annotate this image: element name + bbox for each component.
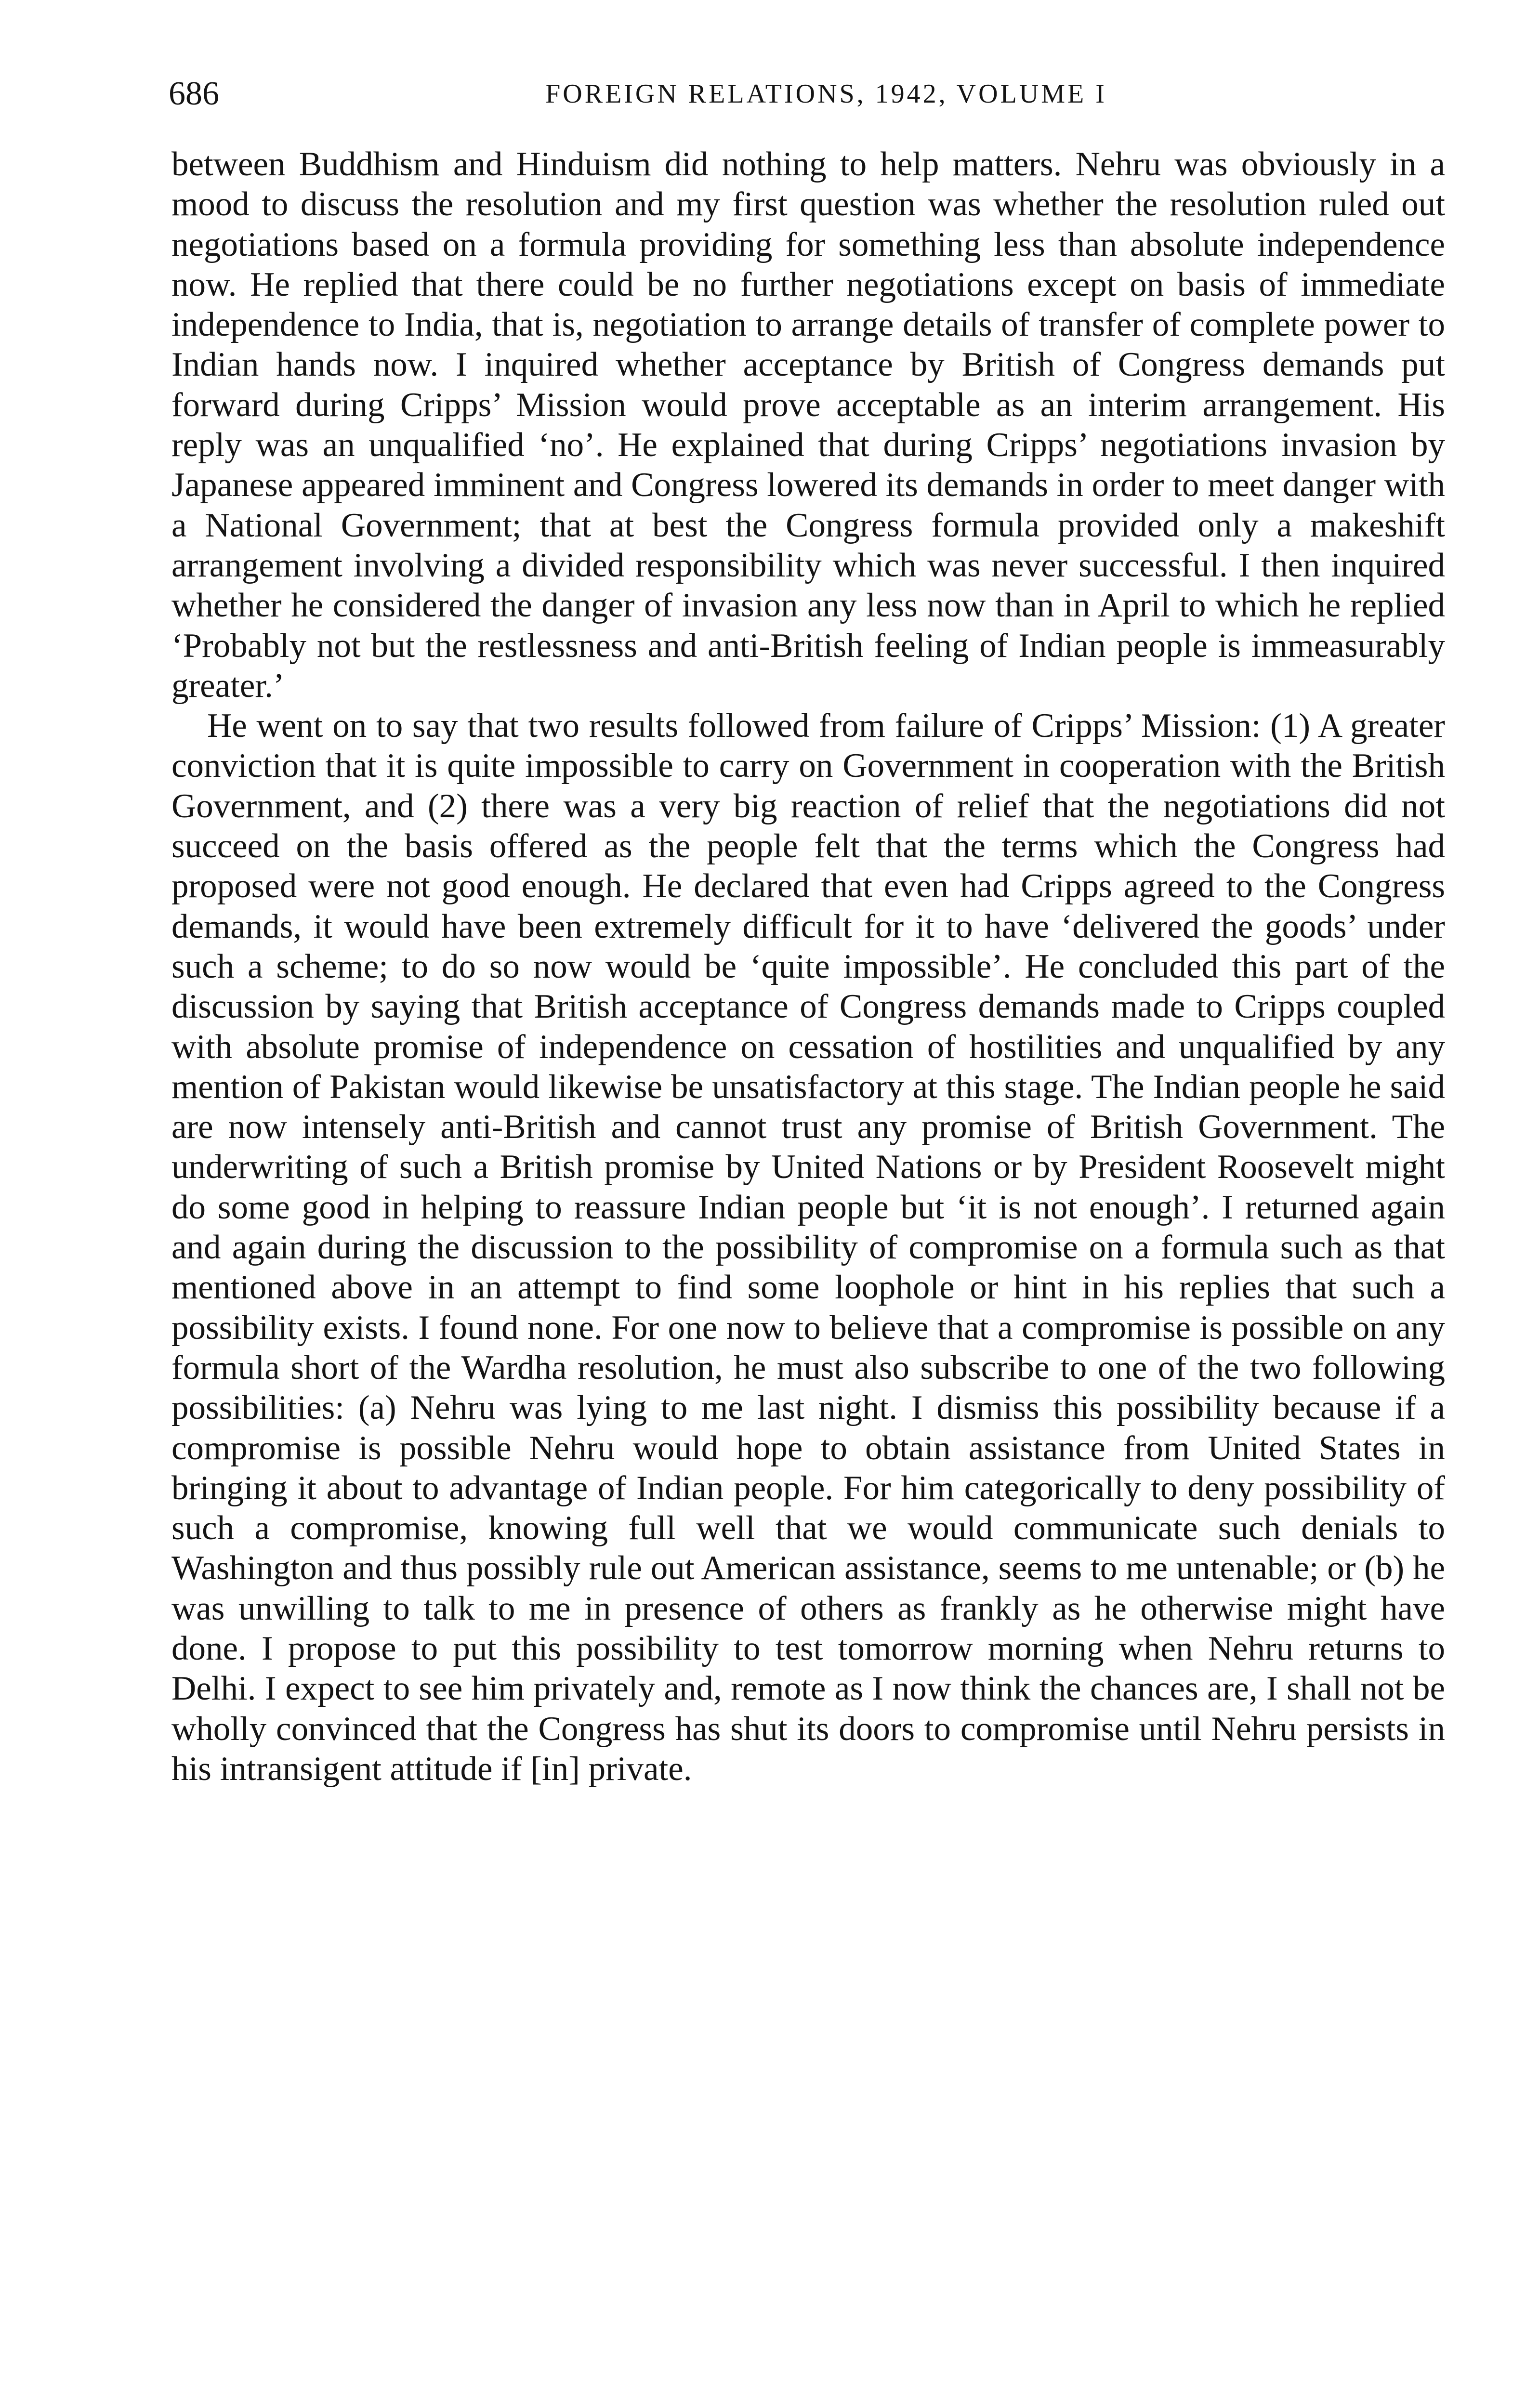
- running-title: FOREIGN RELATIONS, 1942, VOLUME I: [545, 79, 1107, 109]
- paragraph-cripps-results: He went on to say that two results followed from failure of Cripps’ Mission: (1) A greater conviction that it is quite impossible to carry on Government in cooperation with the British Government, and (2) there was a very big reaction of relief that the negotiations did not succeed on the basis offered as the people felt that the terms which the Congress had proposed were not good enough. He declared that even had Cripps agreed to the Congress demands, it would have been extremely difficult for it to have ‘delivered the goods’ under such a scheme; to do so now would be ‘quite impossible’. He concluded this part of the discussion by saying that British acceptance of Congress demands made to Cripps coupled with absolute promise of independence on cessation of hostilities and unqualified by any mention of Pakistan would likewise be unsatisfactory at this stage. The Indian people he said are now intensely anti-British and cannot trust any promise of British Government. The underwriting of such a British promise by United Nations or by President Roosevelt might do some good in helping to reassure Indian people but ‘it is not enough’. I returned again and again during the discussion to the possibility of compromise on a formula such as that mentioned above in an attempt to find some loophole or hint in his replies that such a possibility exists. I found none. For one now to believe that a compromise is possible on any formula short of the Wardha resolution, he must also subscribe to one of the two following possibilities: (a) Nehru was lying to me last night. I dismiss this possibility because if a compromise is possible Nehru would hope to obtain assistance from United States in bringing it about to advantage of Indian people. For him categorically to deny possibility of such a compromise, knowing full well that we would communicate such denials to Washington and thus possibly rule out American assistance, seems to me untenable; or (b) he was unwilling to talk to me in presence of others as frankly as he otherwise might have done. I propose to put this possibility to test tomorrow morning when Nehru returns to Delhi. I expect to see him privately and, remote as I now think the chances are, I shall not be wholly convinced that the Congress has shut its doors to compromise until Nehru persists in his intransigent attitude if [in] private.: [171, 707, 1445, 1788]
- body-text: [171, 144, 1445, 1789]
- running-head: [169, 72, 1445, 116]
- paragraph-continuation: between Buddhism and Hinduism did nothing to help matters. Nehru was obviously in a mood to discuss the resolution and my first question was whether the resolution ruled out negotiations based on a formula providing for something less than absolute independence now. He replied that there could be no further negotiations except on basis of immediate independence to India, that is, negotiation to arrange details of transfer of complete power to Indian hands now. I inquired whether acceptance by British of Congress demands put forward during Cripps’ Mission would prove acceptable as an interim arrangement. His reply was an unqualified ‘no’. He explained that during Cripps’ negotiations invasion by Japanese appeared imminent and Congress lowered its demands in order to meet danger with a National Government; that at best the Congress formula provided only a makeshift arrangement involving a divided responsibility which was never successful. I then inquired whether he considered the danger of invasion any less now than in April to which he replied ‘Probably not but the restlessness and anti-British feeling of Indian people is immeasurably greater.’: [171, 145, 1445, 705]
- page-number: 686: [169, 75, 219, 112]
